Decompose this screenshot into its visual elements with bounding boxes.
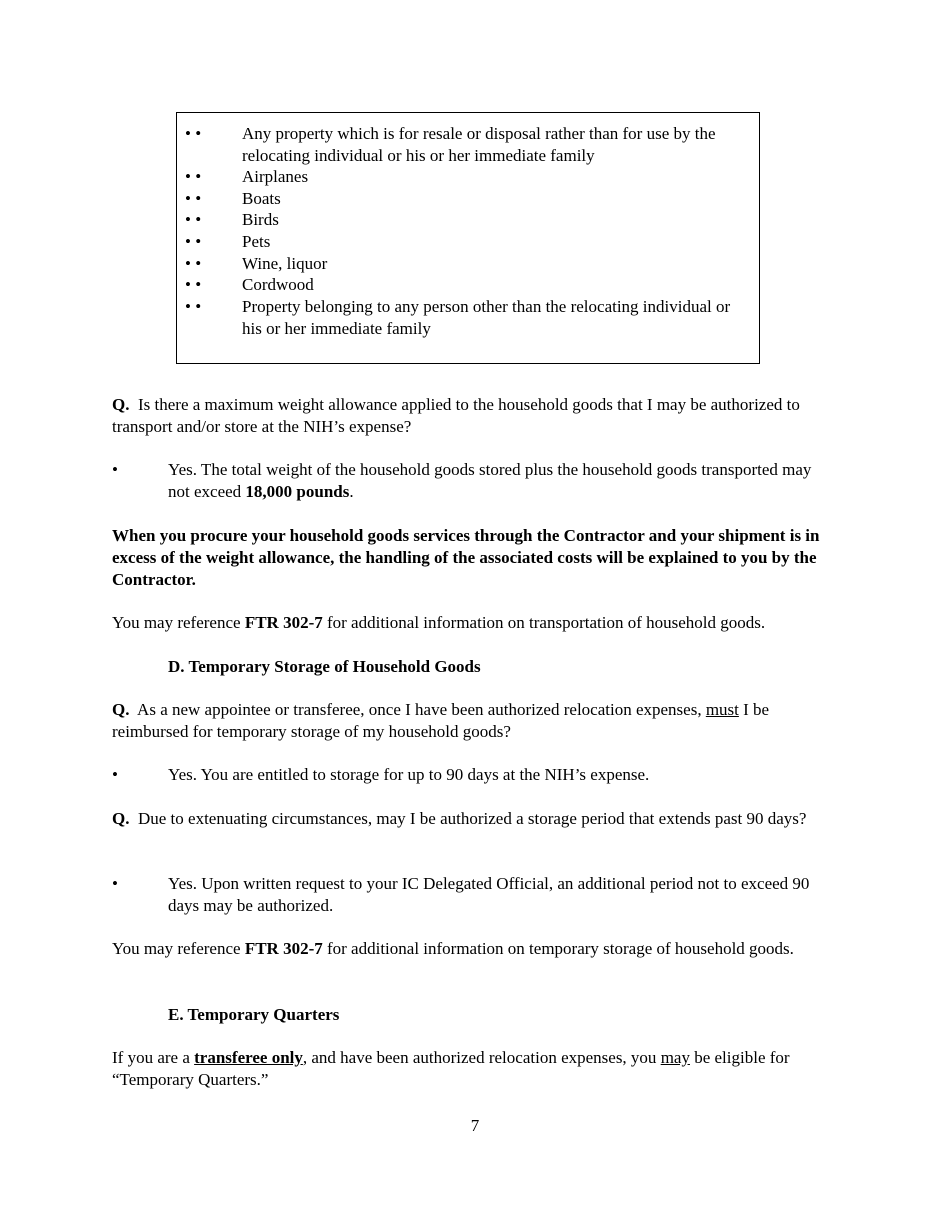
exclusion-text: Any property which is for resale or disposal rather than for use by the relocating individual or his or her immediate family [242,124,716,165]
ftr-reference: You may reference FTR 302-7 for additional information on temporary storage of household goods. [112,939,794,958]
ftr-reference: You may reference FTR 302-7 for additional information on transportation of household goods. [112,613,766,632]
storage-question-1: Q. As a new appointee or transferee, once I have been authorized relocation expenses, must I be reimbursed for temporary storage of my household goods? [112,700,770,741]
emphasis-may: may [660,1048,690,1067]
ftr-citation: FTR 302-7 [244,939,323,958]
bullet-marker: • • [185,254,202,273]
bullet-marker: • • [185,124,202,143]
emphasis-must: must [705,700,739,719]
answer-text: Yes. You are entitled to storage for up to 90 days at the NIH’s expense. [168,765,650,784]
quarters-eligibility: If you are a transferee only, and have been authorized relocation expenses, you may be eligible for “Temporary Quarters.” [112,1048,790,1089]
contractor-note: When you procure your household goods services through the Contractor and your shipment is in excess of the weight allowance, the handling of the associated costs will be explained to you by the Contractor. [112,526,820,589]
bullet-marker: • • [185,232,202,251]
question-label: Q. [112,809,130,828]
exclusion-text: Wine, liquor [242,254,328,273]
question-label: Q. [112,395,130,414]
question-label: Q. [112,700,130,719]
bullet-marker: • [112,765,118,784]
bullet-marker: • [112,460,118,479]
exclusion-text: Airplanes [242,167,309,186]
bullet-marker: • • [185,189,202,208]
exclusion-text: Cordwood [242,275,314,294]
exclusion-text: Boats [242,189,281,208]
exclusion-text: Birds [242,210,279,229]
answer-text: Yes. The total weight of the household goods stored plus the household goods transported may not exceed 18,000 pounds. [168,460,812,501]
emphasis-transferee-only: transferee only [194,1048,303,1067]
bullet-marker: • • [185,275,202,294]
exclusion-text: Property belonging to any person other than the relocating individual or his or her immediate family [242,297,731,338]
page-number: 7 [470,1116,480,1135]
storage-question-2: Q. Due to extenuating circumstances, may I be authorized a storage period that extends past 90 days? [112,809,807,828]
bullet-marker: • • [185,210,202,229]
exclusions-box [176,112,760,364]
ftr-citation: FTR 302-7 [244,613,323,632]
section-heading: E. Temporary Quarters [168,1005,340,1024]
weight-limit: 18,000 pounds [245,482,350,501]
weight-question [112,394,842,438]
bullet-marker: • • [185,167,202,186]
exclusion-text: Pets [242,232,271,251]
answer-text: Yes. Upon written request to your IC Delegated Official, an additional period not to exceed 90 days may be authorized. [168,874,810,915]
section-heading: D. Temporary Storage of Household Goods [168,657,481,676]
bullet-marker: • [112,874,118,893]
bullet-marker: • • [185,297,202,316]
question-text: Is there a maximum weight allowance applied to the household goods that I may be authorized to transport and/or store at the NIH’s expense? [112,395,800,436]
